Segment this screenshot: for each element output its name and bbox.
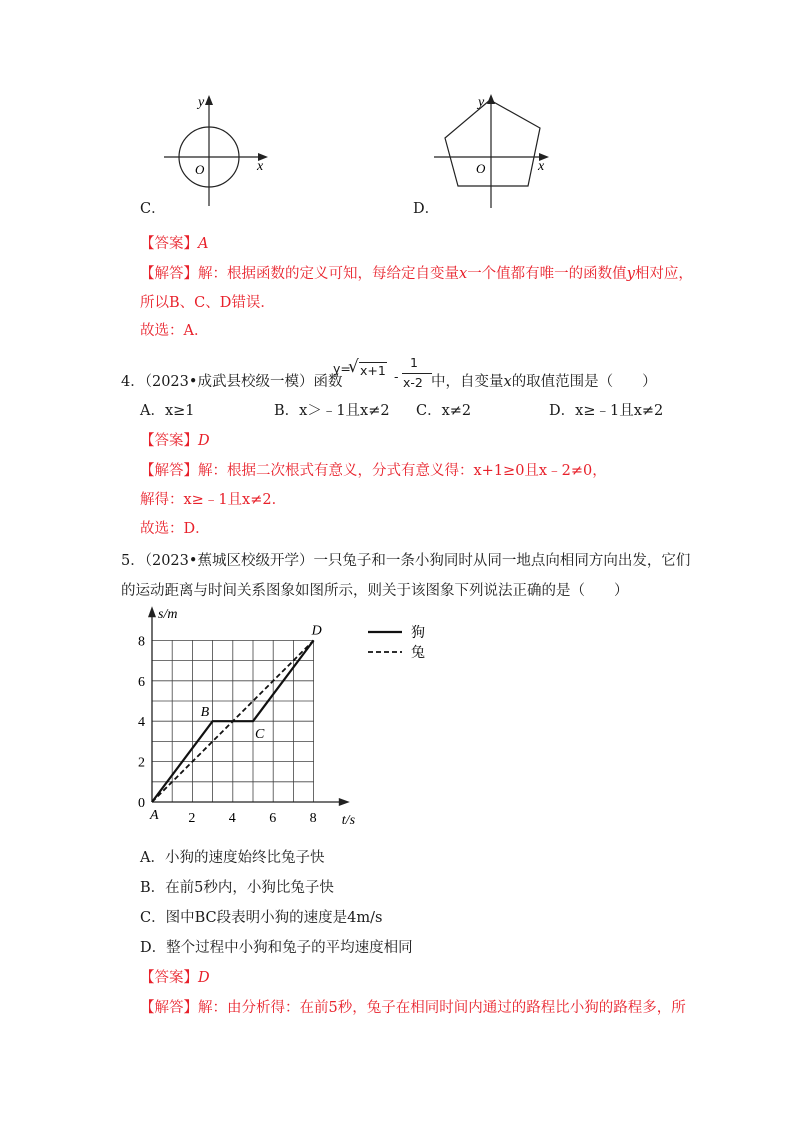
- option-label: D．: [140, 940, 167, 956]
- point-label-d: D: [311, 623, 322, 639]
- x-tick-label: 6: [269, 811, 277, 826]
- fig-d-x-label: x: [538, 159, 545, 174]
- distance-time-chart: [130, 605, 470, 830]
- option-label: D．: [549, 403, 576, 419]
- option-label: C．: [140, 910, 166, 926]
- y-tick-label: 2: [138, 755, 145, 771]
- fig-c-origin-label: O: [195, 162, 205, 177]
- option-text: x＞﹣1且x≠2: [299, 403, 390, 419]
- answer-value: D: [198, 433, 210, 449]
- x-tick-label: 2: [188, 811, 196, 826]
- analysis-text: 解：由分析得：在前5秒，兔子在相同时间内通过的路程比小狗的路程多，所: [198, 1000, 686, 1016]
- q3-analysis-line2: 所以B、C、D错误．: [140, 295, 275, 311]
- figure-d-pentagon-graph: [430, 88, 560, 213]
- x-tick-label: 8: [309, 811, 317, 826]
- x-axis-arrow: [339, 798, 350, 806]
- y-axis-arrow: [148, 606, 156, 617]
- q5-option-c[interactable]: [140, 908, 382, 928]
- sqrt-symbol: √: [348, 357, 359, 377]
- option-label: B．: [274, 403, 300, 419]
- option-text: x≠2: [441, 403, 472, 419]
- q5-answer: [140, 968, 210, 988]
- analysis-tag: 【解答】: [140, 463, 198, 479]
- q5-stem-line1: [121, 551, 690, 571]
- origin-label: 0: [138, 796, 145, 811]
- q4-solve: 解得：x≥﹣1且x≠2．: [140, 492, 287, 508]
- figure-c-label: C．: [140, 201, 166, 217]
- q4-option-b[interactable]: [274, 401, 390, 421]
- q5-option-a[interactable]: [140, 848, 324, 868]
- answer-value: A: [198, 236, 209, 252]
- q4-option-c[interactable]: [416, 401, 471, 421]
- var-y: y: [626, 266, 635, 282]
- q5-analysis: [140, 998, 686, 1018]
- figure-c-circle-graph: [150, 90, 280, 215]
- q5-option-b[interactable]: [140, 878, 334, 898]
- question-stem: （2023•蕉城区校级开学）一只兔子和一条小狗同时从同一地点向相同方向出发，它们: [144, 553, 691, 569]
- q4-option-d[interactable]: [549, 401, 663, 421]
- q3-conclusion: 故选：A．: [140, 323, 209, 339]
- figure-d-label: D．: [413, 201, 440, 217]
- x-axis-label: t/s: [341, 813, 356, 828]
- analysis-tag: 【解答】: [140, 1000, 198, 1016]
- answer-tag: 【答案】: [140, 433, 198, 449]
- q3-answer: [140, 234, 208, 254]
- fig-d-y-label: y: [478, 95, 485, 110]
- option-text: 在前5秒内，小狗比兔子快: [165, 880, 334, 896]
- y-axis-label: s/m: [158, 607, 178, 623]
- y-tick-label: 8: [138, 634, 145, 650]
- option-label: A．: [140, 850, 165, 866]
- answer-tag: 【答案】: [140, 970, 198, 986]
- q5-stem-line2: 的运动距离与时间关系图象如图所示，则关于该图象下列说法正确的是（ ）: [121, 583, 629, 599]
- fraction-numerator: 1: [410, 355, 418, 370]
- legend-label: 兔: [411, 646, 425, 661]
- fig-c-y-label: y: [198, 95, 205, 110]
- q4-stem: [121, 372, 342, 392]
- option-label: C．: [416, 403, 442, 419]
- question-number: 4．: [121, 374, 145, 390]
- stem-var: x: [503, 374, 512, 390]
- y-tick-label: 4: [138, 715, 145, 731]
- point-label-c: C: [255, 727, 265, 743]
- option-text: x≥﹣1且x≠2: [575, 403, 664, 419]
- analysis-text: 解：根据函数的定义可知，每给定自变量: [198, 266, 459, 282]
- option-text: 图中BC段表明小狗的速度是4m/s: [165, 910, 383, 926]
- q4-analysis: [140, 461, 607, 481]
- q4-conclusion: 故选：D．: [140, 521, 210, 537]
- analysis-text: 解：根据二次根式有意义，分式有意义得：x+1≥0且x﹣2≠0，: [198, 463, 607, 479]
- q4-option-a[interactable]: [140, 401, 195, 421]
- option-label: B．: [140, 880, 166, 896]
- option-text: 小狗的速度始终比兔子快: [164, 850, 325, 866]
- analysis-text: 一个值都有唯一的函数值: [467, 266, 627, 282]
- option-label: A．: [140, 403, 165, 419]
- question-source: （2023•成武县校级一模）函数: [144, 374, 343, 390]
- analysis-text: 相对应，: [634, 266, 693, 282]
- option-text: x≥1: [164, 403, 195, 419]
- fraction-denominator: x-2: [403, 375, 423, 390]
- q3-analysis-line1: [140, 264, 693, 284]
- fig-c-x-label: x: [257, 159, 264, 174]
- q4-stem-tail: [431, 372, 657, 392]
- question-number: 5．: [121, 553, 145, 569]
- q4-answer: [140, 431, 210, 451]
- legend-label: 狗: [411, 626, 425, 641]
- answer-value: D: [198, 970, 210, 986]
- sqrt-argument: x+1: [360, 363, 386, 378]
- fraction-bar: [402, 373, 432, 374]
- formula-lhs: y=: [333, 361, 351, 376]
- answer-tag: 【答案】: [140, 236, 198, 252]
- q5-option-d[interactable]: [140, 938, 413, 958]
- point-label-a: A: [150, 808, 159, 823]
- point-label-b: B: [200, 705, 210, 721]
- stem-text: 的取值范围是（ ）: [511, 374, 657, 390]
- stem-text: 中，自变量: [431, 374, 504, 390]
- fig-d-origin-label: O: [476, 161, 486, 176]
- option-text: 整个过程中小狗和兔子的平均速度相同: [166, 940, 413, 956]
- x-tick-label: 4: [228, 811, 236, 826]
- y-tick-label: 6: [138, 674, 145, 690]
- analysis-tag: 【解答】: [140, 266, 198, 282]
- var-x: x: [459, 266, 468, 282]
- formula-minus: -: [394, 369, 399, 384]
